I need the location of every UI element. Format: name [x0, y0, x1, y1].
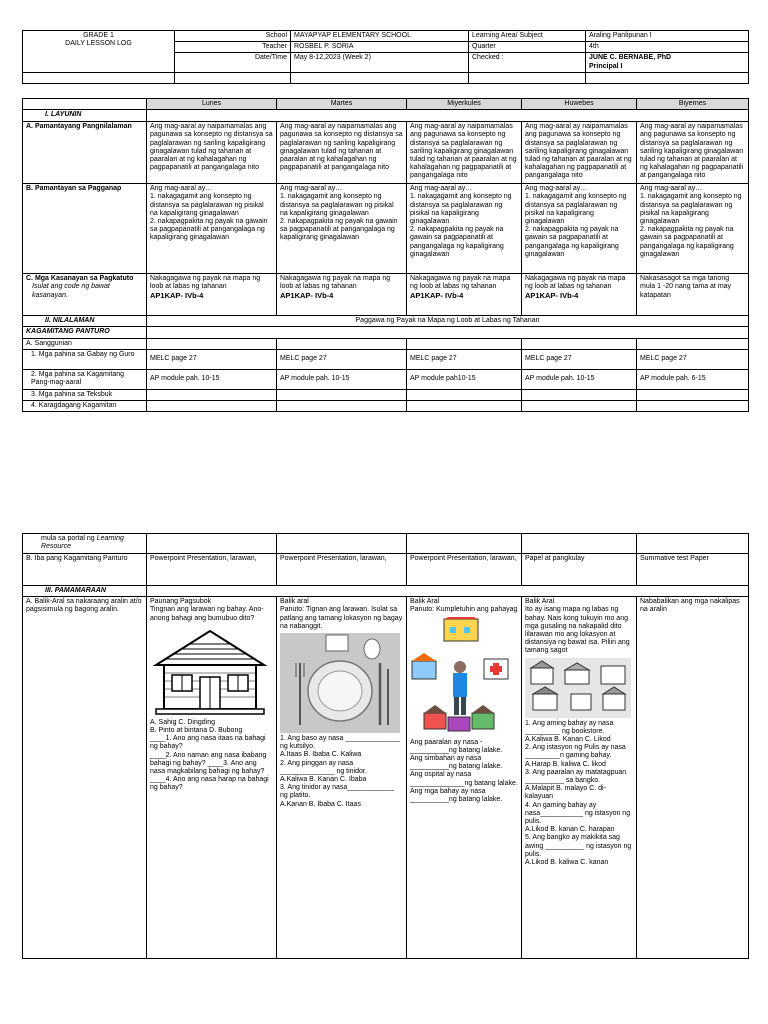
skill-text: Nakagagawa ng payak na mapa ng loob at labas ng tahanan: [280, 275, 391, 291]
section-nilalaman-title: II. NILALAMAN: [23, 316, 147, 327]
kagamitang-panturo-title: KAGAMITANG PANTURO: [23, 327, 147, 338]
section-pamamaraan-title: III. PAMAMARAAN: [23, 586, 147, 597]
table-row: [23, 401, 749, 412]
day-header-lunes: Lunes: [147, 99, 277, 110]
row-label-gabay: 1. Mga pahina sa Gabay ng Guro: [23, 349, 147, 369]
wednesday-questions: Ang paaralan ay nasa - __________ng batang lalake. Ang simbahan ay nasa __________ng batang lalake. Ang ospital ay nasa ______________ng batang lalake. Ang mga bahay ay nasa __________ng batang lalake.: [410, 738, 518, 804]
checked-by: [586, 53, 749, 73]
monday-questions: A. Sahig C. Dingding B. Pinto at bintana D. Bubong ____1. Ano ang nasa itaas na bahagi ng bahay? ____2. Ano naman ang nasa ibabang bahagi ng bahay? ____3. Ano ang nasa magkabilang bahagi ng bahay? ____4. Ano ang nasa harap na bahagi ng bahay?: [150, 718, 269, 792]
table-row: [23, 389, 749, 400]
portal-text: mula sa portal ng: [41, 535, 95, 542]
cell-miyerkules: MELC page 27: [407, 349, 522, 369]
thursday-intro: Balik Aral Ito ay isang mapa ng labas ng bahay. Nais kong tukuyin mo ang mga gusaling na nakapalid dito lilarawan mo ang lokasyon at distansiya ng bawat isa. Piliin ang tamang sagot: [525, 598, 630, 655]
table-row: [23, 274, 749, 316]
cell-huwebes: [522, 274, 637, 316]
table-row: [23, 184, 749, 274]
cell-biyernes: AP module pah. 6-15: [637, 369, 749, 389]
table-row: [23, 122, 749, 184]
thursday-questions: 1. Ang aming bahay ay nasa _________ ng bookstore. A.Kaliwa B. Kanan C. Likod 2. Ang istasyon ng Pulis ay nasa _________n gaming bahay. A.Harap B. kaliwa C. likod 3. Ang paaralan ay matatagpuan __________ sa bangko. A.Malapit B. malayo C. di-kalayuan 4. An gaming bahay ay nasa___________ ng istasyon ng pulis. A.Likod B. kanan C. harapan 5. Ang bangko ay makikita sag awing __________ ng istasyon ng pulis. A.Likod B. kaliwa C. kanan: [525, 719, 632, 867]
balik-aral-label: A. Balik-Aral sa nakaraang aralin at/o pagsisimula ng bagong aralin.: [23, 597, 147, 959]
log-title: DAILY LESSON LOG: [65, 40, 132, 48]
day-header-martes: Martes: [277, 99, 407, 110]
nilalaman-content: Paggawa ng Payak na Mapa ng Loob at Labas ng Tahanan: [147, 316, 749, 327]
header-table: [22, 30, 749, 84]
cell-martes: Powerpoint Presentation, larawan,: [277, 554, 407, 586]
cell-martes: AP module pah. 10-15: [277, 369, 407, 389]
row-label-kagamitang: 2. Mga pahina sa Kagamitang Pang-mag-aaral: [23, 369, 147, 389]
quarter-label: Quarter: [469, 42, 586, 53]
cell-biyernes: Ang mag-aaral ay… 1. nakagagamit ang konsepto ng distansya sa paglalarawan ng pisikal na kapaligirang ginagalawan 2. nakapagpakita ng payak na gawain sa pagpapanatili at pangangalaga ng kapaligirang ginagalawan: [637, 184, 749, 274]
skill-text: Nakagagawa ng payak na mapa ng loob at labas ng tahanan: [525, 275, 626, 291]
skill-text: Nakagagawa ng payak na mapa ng loob at labas ng tahanan: [410, 275, 511, 291]
table-setting-illustration: [280, 633, 400, 733]
lesson-table: [22, 98, 749, 412]
row-label-pamantayan-sa-pagganap: B. Pamantayan sa Pagganap: [23, 184, 147, 274]
quarter-value: 4th: [586, 42, 749, 53]
neighborhood-map-illustration: [525, 658, 631, 718]
skill-code: AP1KAP- IVb-4: [280, 290, 334, 300]
cell-lunes: Ang mag-aaral ay… 1. nakagagamit ang konsepto ng distansya sa paglalarawan ng pisikal na kapaligirang ginagalawan 2. nakapagpakita ng payak na gawain sa pagpapanatili at pangangalaga ng kapaligirang ginagalawan: [147, 184, 277, 274]
cell-huwebes: Ang mag-aaral ay… 1. nakagagamit ang konsepto ng distansya sa paglalarawan ng pisikal na kapaligirang ginagalawan 2. nakapagpakita ng payak na gawain sa pagpapanatili at pangangalaga ng kapaligirang ginagalawan: [522, 184, 637, 274]
house-illustration: [150, 625, 270, 717]
cell-biyernes: MELC page 27: [637, 349, 749, 369]
skill-code: AP1KAP- IVb-4: [525, 290, 579, 300]
cell-huwebes: [522, 597, 637, 959]
table-row: [23, 349, 749, 369]
cell-lunes: Ang mag-aaral ay naipamamalas ang pagunawa sa konsepto ng distansya sa paglalarawan ng sariling kapaligirang ginagalawan tulad ng tahanan at paaralan at ng kahalagahan ng pagpapanatili at pangangalaga nito: [147, 122, 277, 184]
cell-huwebes: AP module pah. 10-15: [522, 369, 637, 389]
cell-miyerkules: [407, 274, 522, 316]
portal-label: [23, 534, 147, 554]
checked-label: Checked :: [469, 53, 586, 73]
procedure-table: [22, 533, 749, 959]
row-label-karagdagang: 4. Karagdagang Kagamitan: [23, 401, 147, 412]
sanggunian-label: A. Sanggunian: [23, 338, 147, 349]
date-value: May 8-12,2023 (Week 2): [291, 53, 469, 73]
cell-miyerkules: Ang mag-aaral ay… 1. nakagagamit ang konsepto ng distansya sa paglalarawan ng pisikal na kapaligirang ginagalawan 2. nakapagpakita ng payak na gawain sa pagpapanatili at pangangalaga ng kapaligirang ginagalawan: [407, 184, 522, 274]
section-layunin-title: I. LAYUNIN: [23, 110, 147, 122]
skill-code: AP1KAP- IVb-4: [150, 290, 204, 300]
grade-cell: [23, 31, 175, 73]
cell-huwebes: Ang mag-aaral ay naipamamalas ang pagunawa sa konsepto ng distansya sa paglalarawan ng sariling kapaligirang ginagalawan tulad ng tahanan at paaralan at ng kahalagahan ng pagpapanatili at pangangalaga nito: [522, 122, 637, 184]
cell-martes: [277, 274, 407, 316]
monday-intro: Paunang Pagsubok Tingnan ang larawan ng bahay. Ano-anong bahagi ang bumubuo dito?: [150, 598, 264, 622]
kasanayan-sublabel: Isulat ang code ng bawat kasanayan.: [32, 283, 110, 299]
skill-text: Nakasasagot sa mga tanong mula 1 -20 nang tama at may katapatan: [640, 275, 732, 299]
cell-martes: Ang mag-aaral ay… 1. nakagagamit ang konsepto ng distansya sa paglalarawan ng pisikal na kapaligirang ginagalawan 2. nakapagpakita ng payak na gawain sa pagpapanatili at pangangalaga ng kapaligirang ginagalawan: [277, 184, 407, 274]
page-1-main: [22, 98, 748, 412]
wednesday-intro: Balik Aral Panuto: Kumpletuhin ang pahayag: [410, 598, 518, 614]
cell-miyerkules: AP module pah10-15: [407, 369, 522, 389]
cell-lunes: AP module pah. 10-15: [147, 369, 277, 389]
table-row: [23, 597, 749, 959]
skill-text: Nakagagawa ng payak na mapa ng loob at labas ng tahanan: [150, 275, 261, 291]
teacher-label: Teacher: [175, 42, 291, 53]
day-header-miyerkules: Miyerkules: [407, 99, 522, 110]
teacher-value: ROSBEL P. SORIA: [291, 42, 469, 53]
cell-martes: [277, 597, 407, 959]
school-label: School: [175, 31, 291, 42]
checked-title: Principal I: [589, 62, 623, 70]
table-row: [23, 554, 749, 586]
grade-label: GRADE 1: [83, 32, 114, 39]
cell-miyerkules: Powerpoint Presentation, larawan,: [407, 554, 522, 586]
row-label-pamantayang-pangnilalaman: A. Pamantayang Pangnilalaman: [23, 122, 147, 184]
cell-lunes: [147, 597, 277, 959]
iba-pang-kagamitan-label: B. Iba pang Kagamitang Panturo: [23, 554, 147, 586]
cell-martes: MELC page 27: [277, 349, 407, 369]
tuesday-intro: Balik aral Panuto: Tignan ang larawan. Isulat sa patlang ang tamang lokasyon ng bagay na nabanggit.: [280, 598, 403, 630]
kasanayan-label: C. Mga Kasanayan sa Pagkatuto: [26, 275, 134, 283]
area-label: Learning Area/ Subject: [469, 31, 586, 42]
cell-martes: Ang mag-aaral ay naipamamalas ang pagunawa sa konsepto ng distansya sa paglalarawan ng sariling kapaligirang ginagalawan tulad ng tahanan at paaralan at ng kahalagahan ng pagpapanatili at pangangalaga nito: [277, 122, 407, 184]
date-label: Date/Time: [175, 53, 291, 73]
tuesday-questions: 1. Ang baso ay nasa ______________ ng kutsilyo. A.Itaas B. Ibaba C. Kaliwa 2. Ang pinggan ay nasa ______________ ng tinidor. A.Kaliwa B. Kanan C. Ibaba 3. Ang tinidor ay nasa____________ ng platito. A.Kanan B. Ibaba C. Itaas: [280, 735, 400, 808]
cell-biyernes: [637, 274, 749, 316]
cell-biyernes: [637, 597, 749, 959]
school-value: MAYAPYAP ELEMENTARY SCHOOL: [291, 31, 469, 42]
cell-huwebes: Papel at pangkulay: [522, 554, 637, 586]
cell-biyernes: Ang mag-aaral ay naipamamalas ang pagunawa sa konsepto ng distansya sa paglalarawan ng sariling kapaligirang ginagalawan tulad ng tahanan at paaralan at ng kahalagahan ng pagpapanatili at pangangalaga nito: [637, 122, 749, 184]
cell-biyernes: Summative test Paper: [637, 554, 749, 586]
friday-text: Nababalikan ang mga nakalipas na aralin: [640, 598, 740, 614]
area-value: Araling Panlipunan I: [586, 31, 749, 42]
day-header-biyernes: Biyernes: [637, 99, 749, 110]
cell-lunes: Powerpoint Presentation, larawan,: [147, 554, 277, 586]
cell-huwebes: MELC page 27: [522, 349, 637, 369]
page-2-main: [22, 533, 748, 959]
row-label-kasanayan: [23, 274, 147, 316]
row-label-teksbuk: 3. Mga pahina sa Teksbuk: [23, 389, 147, 400]
cell-miyerkules: Ang mag-aaral ay naipamamalas ang pagunawa sa konsepto ng distansya sa paglalarawan ng sariling kapaligirang ginagalawan tulad ng tahanan at paaralan at ng kahalagahan ng pagpapanatili at pangangalaga nito: [407, 122, 522, 184]
cell-lunes: [147, 274, 277, 316]
cell-lunes: MELC page 27: [147, 349, 277, 369]
checked-name: JUNE C. BERNABE, PhD: [589, 54, 672, 62]
header-block: [22, 30, 748, 84]
table-row: [23, 369, 749, 389]
cell-miyerkules: [407, 597, 522, 959]
portal-italic: Learning Resource: [41, 535, 124, 551]
day-header-huwebes: Huwebes: [522, 99, 637, 110]
boy-map-illustration: [410, 617, 510, 737]
skill-code: AP1KAP- IVb-4: [410, 290, 464, 300]
